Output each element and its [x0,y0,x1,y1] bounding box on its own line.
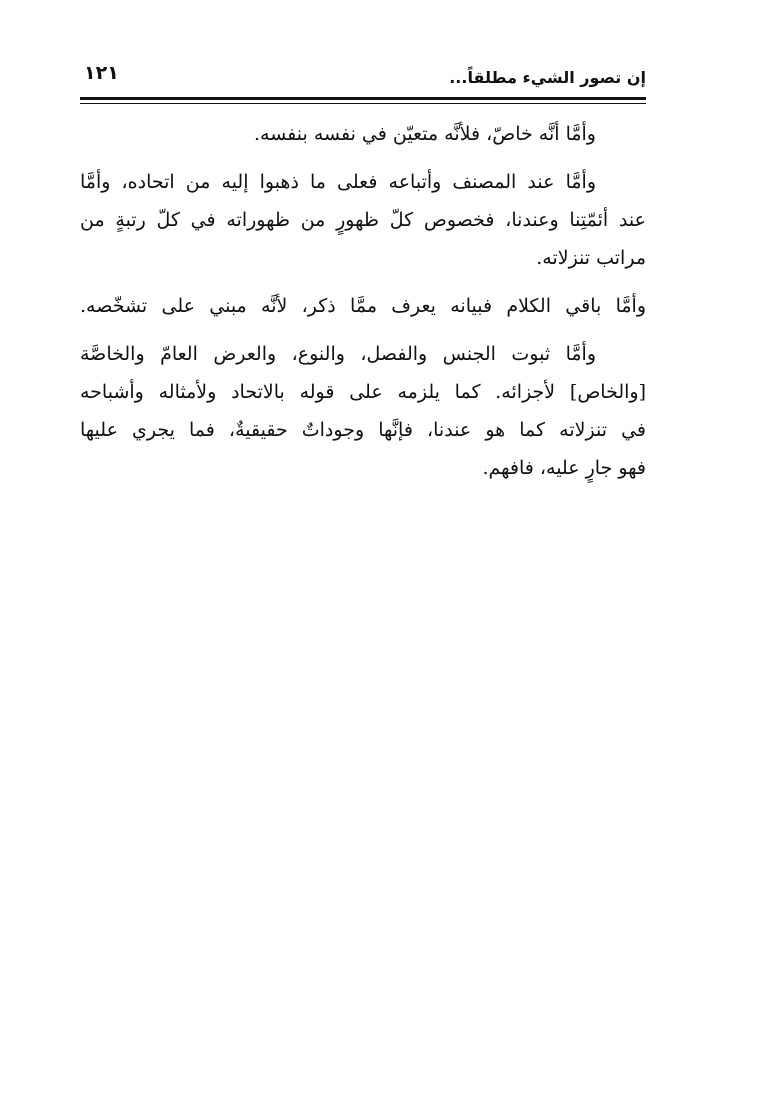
paragraph [80,115,646,153]
text-line: وأمَّا أنَّه خاصّ، فلأنَّه متعيّن في نفسه بنفسه. [253,123,596,145]
header-rule-thin [80,103,646,104]
text-line: وأمَّا باقي الكلام فبيانه يعرف ممَّا ذكر، لأنَّه مبني على تشخّصه. [80,295,646,317]
running-title: إن تصور الشيء مطلقاً... [449,68,646,87]
page-number: ١٢١ [84,62,119,84]
text-line: مراتب تنزلاته. [536,247,646,269]
page-body [80,115,646,497]
paragraph [80,163,646,277]
page-header [80,56,646,96]
paragraph [80,287,646,325]
text-line: [والخاص] لأجزائه. كما يلزمه على قوله بالاتحاد ولأمثاله وأشباحه [80,381,646,403]
text-line: وأمَّا ثبوت الجنس والفصل، والنوع، والعرض العامّ والخاصَّة [80,343,596,365]
paragraph [80,335,646,487]
text-line: في تنزلاته كما هو عندنا، فإنَّها وجوداتٌ حقيقيةٌ، فما يجري عليها [80,419,646,441]
text-line: عند أئمّتِنا وعندنا، فخصوص كلّ ظهورٍ من ظهوراته في كلّ رتبةٍ من [80,209,646,231]
text-line: فهو جارٍ عليه، فافهم. [482,457,646,479]
header-rule-thick [80,97,646,100]
text-line: وأمَّا عند المصنف وأتباعه فعلى ما ذهبوا إليه من اتحاده، وأمَّا [80,171,596,193]
